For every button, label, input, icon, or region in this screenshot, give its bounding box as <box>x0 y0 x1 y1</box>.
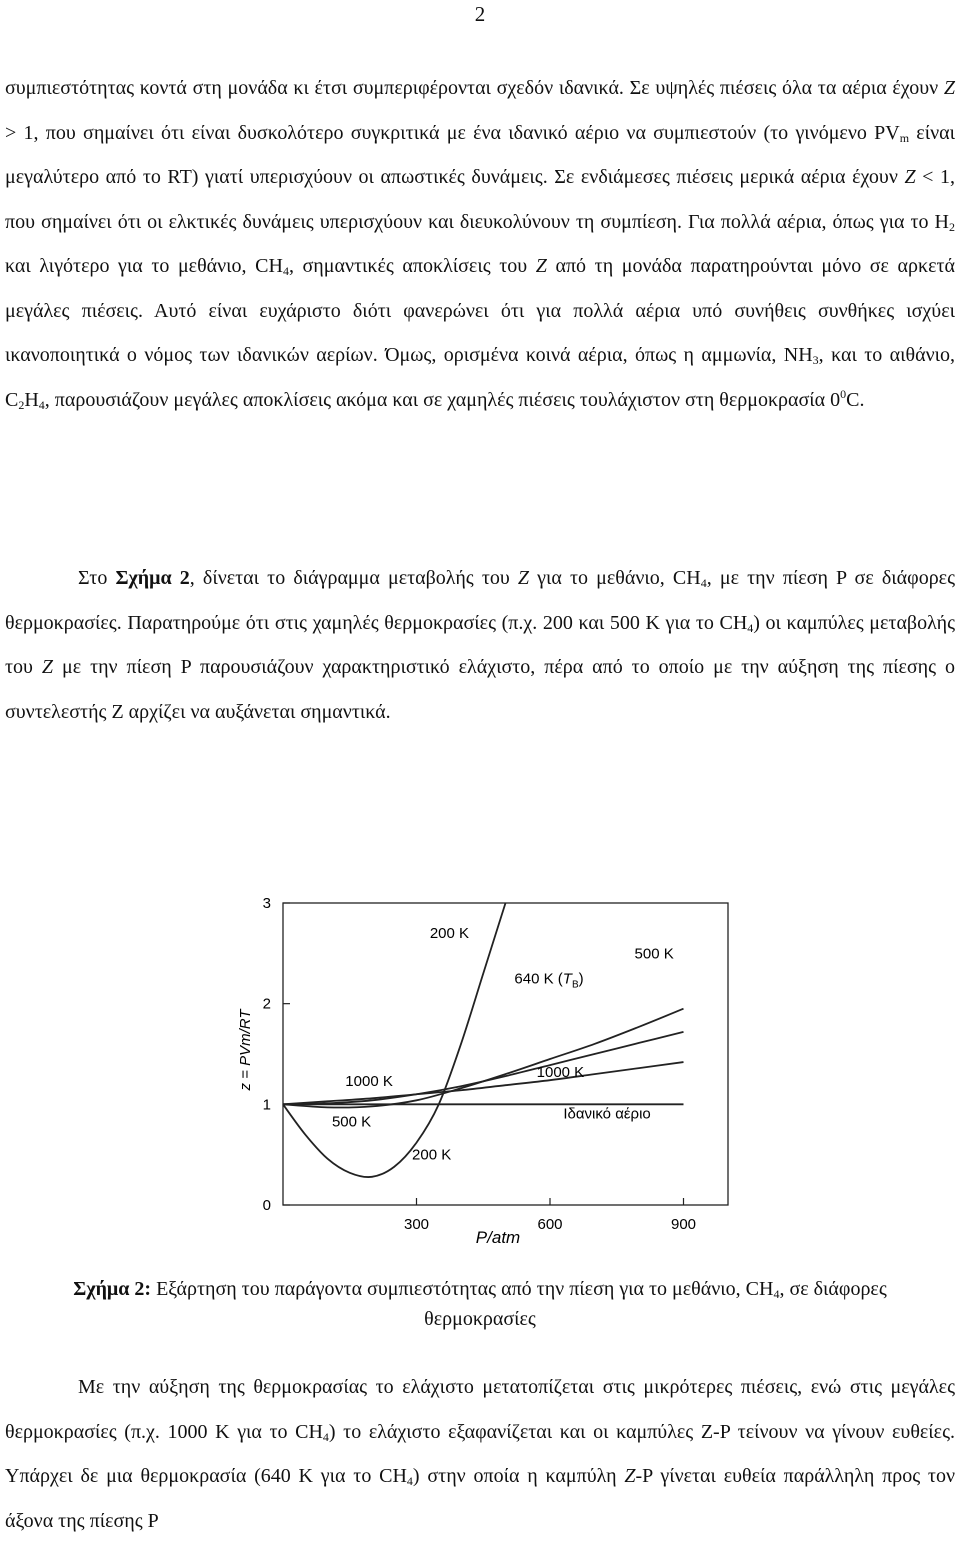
curve-label: 500 K <box>634 945 674 963</box>
paragraph-2: Στο Σχήμα 2, δίνεται το διάγραμμα μεταβολής του Z για το μεθάνιο, $CH_4$, με την πίεση P σε διάφορες θερμοκρασίες. Παρατηρούμε ότι στις χαμηλές θερμοκρασίες (π.χ. 200 και 500 K για το $CH_4$) οι καμπύλες μεταβολής του Z με την πίεση P παρουσιάζουν χαρακτηριστικό ελάχιστο, πέρα από το οποίο με την αύξηση της πίεσης ο συντελεστής Z αρχίζει να αυξάνεται σημαντικά. <box>5 567 955 723</box>
curve-label: 200 K <box>429 925 470 943</box>
paragraph-3: Με την αύξηση της θερμοκρασίας το ελάχιστο μετατοπίζεται στις μικρότερες πιέσεις, ενώ στις μεγάλες θερμοκρασίες (π.χ. 1000 K για το $CH_4$) το ελάχιστο εξαφανίζεται και οι καμπύλες Z-P τείνουν να γίνουν ευθείες. Υπάρχει δε μια θερμοκρασία (640 K για το $CH_4$) στην οποία η καμπύλη Z-P γίνεται ευθεία παράλληλη προς τον άξονα της πίεσης P <box>5 1376 956 1532</box>
curve-label: 500 K <box>331 1113 372 1131</box>
y-tick-label: 0 <box>262 1197 271 1214</box>
y-axis-label: z = PVm/RT <box>237 1009 254 1091</box>
page-number: 2 <box>474 2 486 26</box>
y-tick-label: 3 <box>262 895 271 912</box>
x-tick-label: 600 <box>537 1216 563 1233</box>
x-tick-label: 300 <box>403 1216 430 1233</box>
curve-500-k <box>283 1009 684 1108</box>
figure-caption: Σχήμα 2: Εξάρτηση του παράγοντα συμπιεστότητας από την πίεση για το μεθάνιο, $CH_4$, σε διάφορες θερμοκρασίες <box>73 1278 887 1330</box>
curve-200-k <box>283 903 506 1177</box>
y-tick-label: 1 <box>262 1096 271 1114</box>
curve-label: Ιδανικό αέριο <box>563 1105 651 1123</box>
chart-ticks <box>263 895 696 1233</box>
chart-curves <box>283 903 684 1177</box>
x-tick-label: 900 <box>670 1216 697 1233</box>
paragraph-1: συμπιεστότητας κοντά στη μονάδα κι έτσι συμπεριφέρονται σχεδόν ιδανικά. Σε υψηλές πιέσεις όλα τα αέρια έχουν Z > 1, που σημαίνει ότι είναι δυσκολότερο συγκριτικά με ένα ιδανικό αέριο να συμπιεστούν (το γινόμενο $PV_m$ είναι μεγαλύτερο από το RT) γιατί υπερισχύουν οι απωστικές δυνάμεις. Σε ενδιάμεσες πιέσεις μερικά αέρια έχουν Z < 1, που σημαίνει ότι οι ελκτικές δυνάμεις υπερισχύουν και διευκολύνουν τη συμπίεση. Για πολλά αέρια, όπως για το $H_2$ και λιγότερο για το μεθάνιο, $CH_4$, σημαντικές αποκλίσεις του Z από τη μονάδα παρατηρούνται μόνο σε αρκετά μεγάλες πιέσεις. Αυτό είναι ευχάριστο διότι φανερώνει ότι για πολλά αέρια υπό συνήθεις συνθήκες ισχύει ικανοποιητικά ο νόμος των ιδανικών αερίων. Όμως, ορισμένα κοινά αέρια, όπως η αμμωνία, $NH_3$, και το αιθάνιο, $C_2H_4$, παρουσιάζουν μεγάλες αποκλίσεις ακόμα και σε χαμηλές πιέσεις τουλάχιστον στη θερμοκρασία $0^0C$. <box>5 77 956 412</box>
y-tick-label: 2 <box>262 995 271 1013</box>
compressibility-chart <box>228 840 748 1260</box>
curve-640-k <box>283 1032 684 1104</box>
curve-label: 1000 K <box>536 1064 585 1082</box>
curve-label: 1000 K <box>345 1073 393 1091</box>
chart-curve-labels <box>332 925 674 1163</box>
curve-label: 640 K $(T_B)$ <box>514 970 584 991</box>
curve-1000-k <box>283 1062 684 1104</box>
curve-label: 200 K <box>412 1146 452 1164</box>
x-axis-label: P/atm <box>475 1228 521 1247</box>
